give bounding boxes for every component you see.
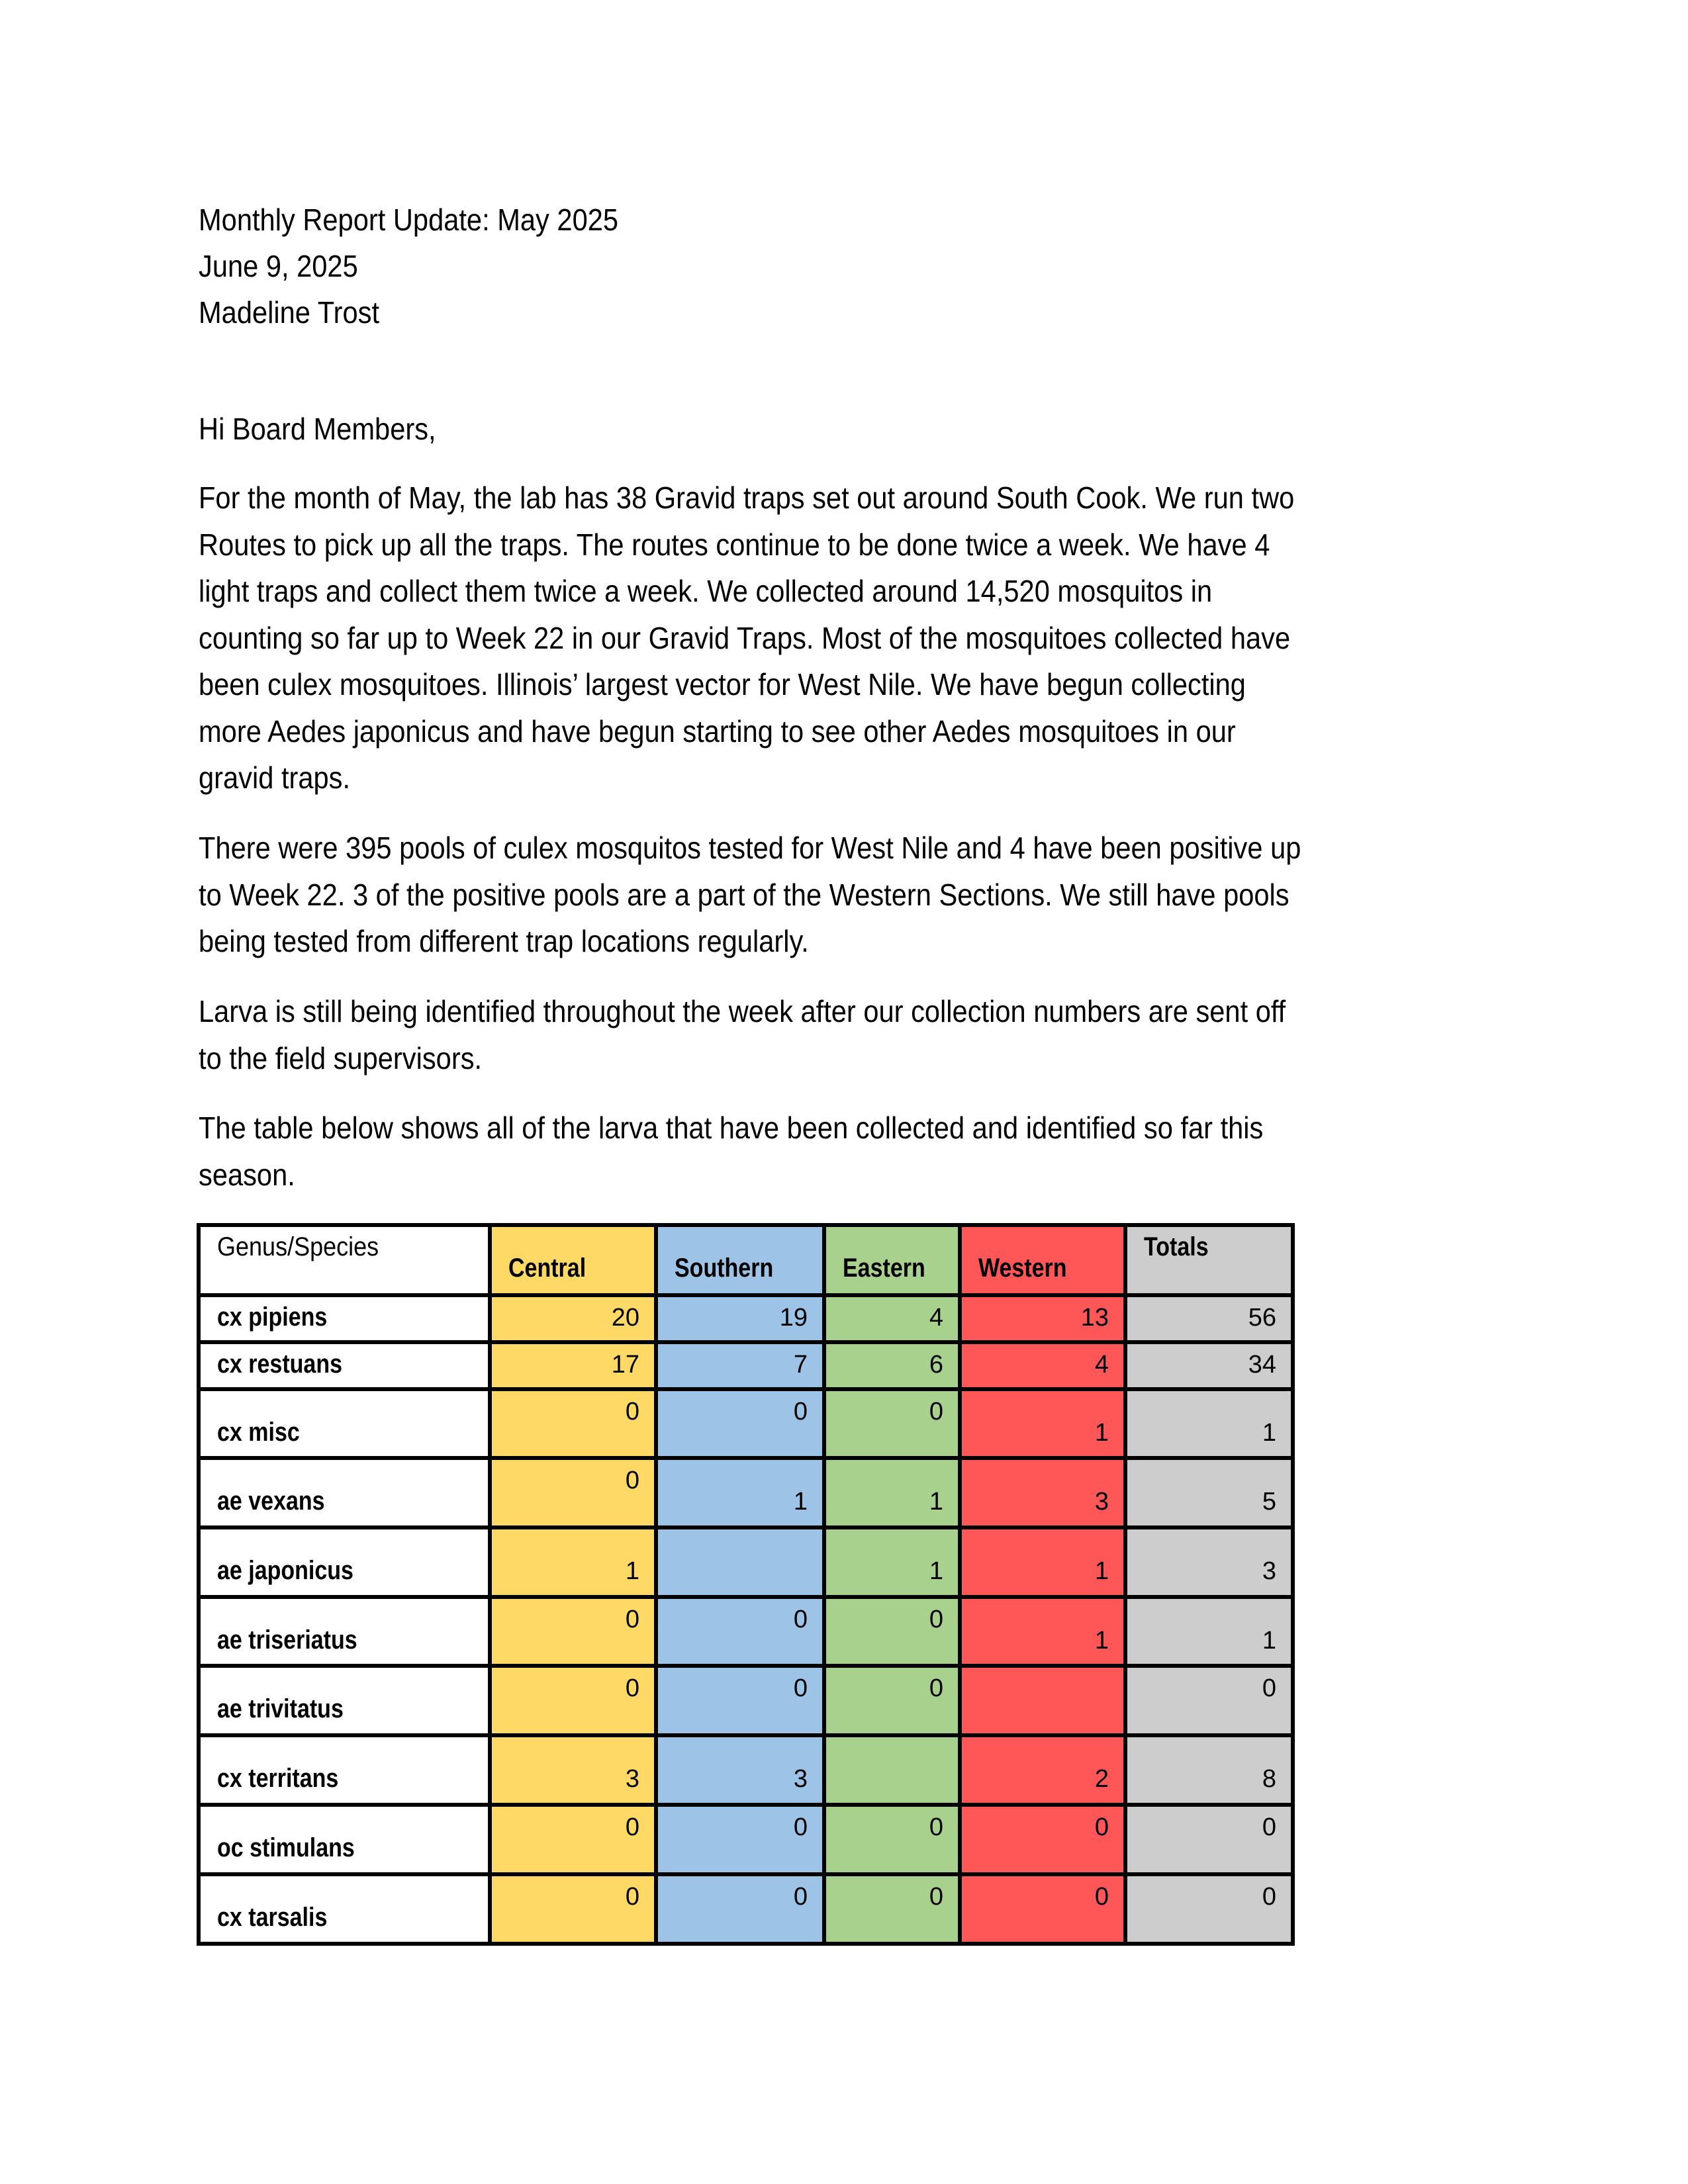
count-cell-eastern [826, 1668, 958, 1733]
count-cell-eastern [826, 1737, 958, 1803]
count-cell-totals [1127, 1344, 1291, 1387]
count-cell-totals [1127, 1460, 1291, 1525]
count-value: 13 [1080, 1304, 1109, 1332]
species-label: cx restuans [217, 1349, 342, 1379]
count-value: 0 [625, 1813, 639, 1841]
count-cell-eastern [826, 1807, 958, 1872]
count-cell-southern [658, 1876, 822, 1942]
count-cell-totals [1127, 1391, 1291, 1456]
count-value: 0 [1094, 1813, 1109, 1841]
species-label: ae triseriatus [217, 1625, 357, 1655]
species-cell [201, 1297, 488, 1340]
header-cell-genus-species [201, 1227, 488, 1293]
species-label: cx territans [217, 1764, 339, 1793]
count-cell-western [962, 1460, 1123, 1525]
column-header-label: Southern [675, 1253, 774, 1283]
column-header-label: Central [508, 1253, 586, 1283]
count-cell-eastern [826, 1344, 958, 1387]
count-cell-southern [658, 1668, 822, 1733]
header-cell-southern [658, 1227, 822, 1293]
species-label: ae vexans [217, 1486, 325, 1516]
count-value: 3 [625, 1765, 639, 1793]
count-value: 4 [929, 1304, 943, 1332]
count-value: 17 [611, 1351, 639, 1379]
count-cell-totals [1127, 1807, 1291, 1872]
count-value: 19 [779, 1304, 808, 1332]
species-cell [201, 1737, 488, 1803]
species-cell [201, 1344, 488, 1387]
count-cell-central [492, 1599, 654, 1664]
count-value: 56 [1248, 1304, 1276, 1332]
count-cell-central [492, 1807, 654, 1872]
count-cell-central [492, 1668, 654, 1733]
count-cell-southern [658, 1737, 822, 1803]
count-cell-totals [1127, 1529, 1291, 1595]
paragraph-larva-identification [199, 988, 1400, 1081]
species-cell [201, 1599, 488, 1664]
count-value: 1 [929, 1488, 943, 1516]
paragraph-trap-summary [199, 475, 1409, 801]
count-value: 3 [793, 1765, 808, 1793]
count-value: 1 [1262, 1627, 1276, 1655]
paragraph-line: There were 395 pools of culex mosquitos tested for West Nile and 4 have been positive up [199, 831, 1301, 865]
count-cell-western [962, 1529, 1123, 1595]
count-value: 1 [1094, 1557, 1109, 1585]
count-value: 0 [929, 1674, 943, 1702]
paragraph-line: The table below shows all of the larva that have been collected and identified so far this [199, 1111, 1264, 1145]
count-cell-eastern [826, 1529, 958, 1595]
count-cell-central [492, 1391, 654, 1456]
count-value: 0 [929, 1606, 943, 1633]
count-cell-western [962, 1876, 1123, 1942]
paragraph-line: to the field supervisors. [199, 1040, 483, 1075]
count-value: 1 [1094, 1419, 1109, 1447]
column-header-label: Totals [1144, 1232, 1209, 1261]
count-value: 0 [793, 1674, 808, 1702]
report-title: Monthly Report Update: May 2025 [199, 203, 619, 237]
paragraph-line: been culex mosquitoes. Illinois’ largest vector for West Nile. We have begun collecting [199, 667, 1246, 702]
paragraph-line: Routes to pick up all the traps. The routes continue to be done twice a week. We have 4 [199, 527, 1270, 562]
species-label: cx misc [217, 1418, 300, 1447]
report-header [199, 197, 663, 336]
column-header-label: Eastern [843, 1253, 925, 1283]
count-cell-eastern [826, 1460, 958, 1525]
count-cell-western [962, 1344, 1123, 1387]
report-author: Madeline Trost [199, 295, 380, 330]
count-cell-southern [658, 1344, 822, 1387]
count-cell-western [962, 1737, 1123, 1803]
header-cell-western [962, 1227, 1123, 1293]
count-value: 0 [625, 1467, 639, 1494]
report-date: June 9, 2025 [199, 249, 358, 283]
count-value: 5 [1262, 1488, 1276, 1516]
count-value: 0 [929, 1398, 943, 1426]
paragraph-line: For the month of May, the lab has 38 Gravid traps set out around South Cook. We run two [199, 480, 1295, 515]
count-value: 2 [1094, 1765, 1109, 1793]
header-cell-totals [1127, 1227, 1291, 1293]
count-cell-central [492, 1876, 654, 1942]
column-header-label: Western [978, 1253, 1067, 1283]
species-cell [201, 1529, 488, 1595]
count-cell-western [962, 1668, 1123, 1733]
header-cell-eastern [826, 1227, 958, 1293]
count-value: 0 [625, 1883, 639, 1911]
count-value: 0 [1262, 1883, 1276, 1911]
count-value: 4 [1094, 1351, 1109, 1379]
count-value: 34 [1248, 1351, 1276, 1379]
count-cell-central [492, 1460, 654, 1525]
count-cell-totals [1127, 1297, 1291, 1340]
count-value: 1 [929, 1557, 943, 1585]
species-label: cx tarsalis [217, 1903, 328, 1932]
paragraph-line: gravid traps. [199, 760, 351, 795]
count-value: 6 [929, 1351, 943, 1379]
paragraph-table-intro [199, 1105, 1375, 1198]
larva-table [197, 1223, 1295, 1946]
count-cell-western [962, 1599, 1123, 1664]
count-value: 1 [1094, 1627, 1109, 1655]
species-cell [201, 1668, 488, 1733]
count-cell-totals [1127, 1668, 1291, 1733]
paragraph-line: more Aedes japonicus and have begun starting to see other Aedes mosquitoes in our [199, 713, 1236, 749]
count-value: 0 [625, 1674, 639, 1702]
count-cell-totals [1127, 1599, 1291, 1664]
count-cell-central [492, 1737, 654, 1803]
count-cell-western [962, 1807, 1123, 1872]
count-value: 3 [1094, 1488, 1109, 1516]
count-cell-southern [658, 1599, 822, 1664]
count-value: 0 [793, 1606, 808, 1633]
count-value: 1 [625, 1557, 639, 1585]
count-value: 0 [1262, 1674, 1276, 1702]
paragraph-line: light traps and collect them twice a week. We collected around 14,520 mosquitos in [199, 574, 1213, 608]
paragraph-west-nile-testing [199, 825, 1417, 965]
species-cell [201, 1460, 488, 1525]
paragraph-line: to Week 22. 3 of the positive pools are a part of the Western Sections. We still have pools [199, 877, 1289, 912]
count-cell-southern [658, 1807, 822, 1872]
count-value: 0 [793, 1398, 808, 1426]
count-value: 0 [625, 1606, 639, 1633]
count-cell-southern [658, 1297, 822, 1340]
count-cell-eastern [826, 1876, 958, 1942]
count-cell-eastern [826, 1391, 958, 1456]
count-cell-central [492, 1297, 654, 1340]
greeting-text: Hi Board Members, [199, 412, 436, 446]
count-value: 8 [1262, 1765, 1276, 1793]
count-cell-southern [658, 1529, 822, 1595]
count-value: 0 [793, 1813, 808, 1841]
count-cell-central [492, 1529, 654, 1595]
count-cell-totals [1127, 1737, 1291, 1803]
count-value: 0 [793, 1883, 808, 1911]
count-value: 0 [625, 1398, 639, 1426]
paragraph-line: counting so far up to Week 22 in our Gravid Traps. Most of the mosquitoes collected have [199, 620, 1291, 655]
species-label: cx pipiens [217, 1302, 328, 1332]
count-cell-western [962, 1391, 1123, 1456]
count-cell-totals [1127, 1876, 1291, 1942]
count-cell-southern [658, 1460, 822, 1525]
species-cell [201, 1807, 488, 1872]
species-label: ae trivitatus [217, 1694, 344, 1723]
paragraph-line: being tested from different trap locations regularly. [199, 924, 809, 958]
count-cell-central [492, 1344, 654, 1387]
count-value: 0 [1262, 1813, 1276, 1841]
column-header-label: Genus/Species [217, 1232, 379, 1261]
species-label: oc stimulans [217, 1833, 355, 1862]
species-cell [201, 1391, 488, 1456]
count-value: 0 [929, 1883, 943, 1911]
species-cell [201, 1876, 488, 1942]
count-value: 1 [793, 1488, 808, 1516]
count-value: 0 [929, 1813, 943, 1841]
count-cell-eastern [826, 1297, 958, 1340]
count-value: 3 [1262, 1557, 1276, 1585]
count-value: 1 [1262, 1419, 1276, 1447]
count-value: 0 [1094, 1883, 1109, 1911]
count-cell-eastern [826, 1599, 958, 1664]
header-cell-central [492, 1227, 654, 1293]
greeting [199, 406, 461, 453]
count-cell-southern [658, 1391, 822, 1456]
count-cell-western [962, 1297, 1123, 1340]
count-value: 7 [793, 1351, 808, 1379]
count-value: 20 [611, 1304, 639, 1332]
paragraph-line: season. [199, 1157, 295, 1192]
paragraph-line: Larva is still being identified throughout the week after our collection numbers are sent off [199, 994, 1286, 1028]
species-label: ae japonicus [217, 1556, 353, 1585]
